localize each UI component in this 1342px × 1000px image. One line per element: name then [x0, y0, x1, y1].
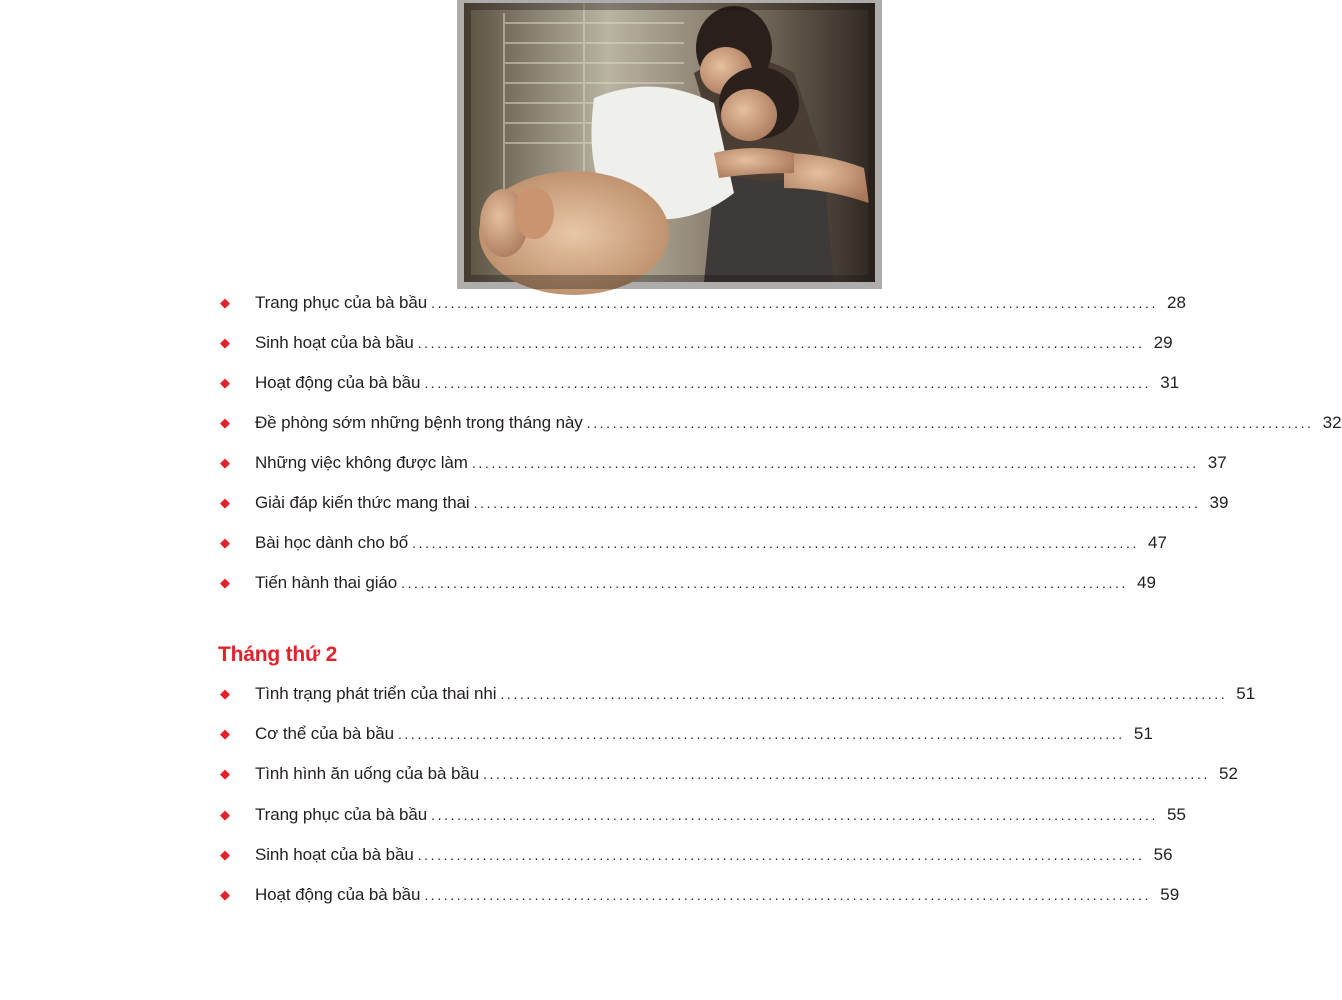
dot-leader: ................................................................................................................ [424, 375, 1152, 391]
toc-entry[interactable] [218, 802, 1186, 828]
toc-entry[interactable] [218, 330, 1173, 356]
dot-leader: ................................................................................................................ [500, 686, 1228, 702]
diamond-bullet-icon: ◆ [220, 575, 230, 590]
toc-entry-title: Sinh hoạt của bà bầu [255, 844, 414, 864]
diamond-bullet-icon: ◆ [220, 535, 230, 550]
diamond-bullet-icon: ◆ [220, 887, 230, 902]
toc-entry-page-number: 59 [1160, 885, 1180, 904]
dot-leader: ................................................................................................................ [586, 415, 1314, 431]
dot-leader: ................................................................................................................ [397, 726, 1125, 743]
diamond-bullet-icon: ◆ [220, 495, 230, 510]
toc-entry-title: Tiến hành thai giáo [255, 573, 398, 592]
toc-entry-title: Trang phục của bà bầu [255, 804, 428, 824]
toc-entry-page-number: 29 [1153, 333, 1173, 352]
toc-entry-title: Hoạt động của bà bầu [255, 885, 421, 904]
toc-entry[interactable] [218, 370, 1180, 396]
toc-entry-title: Tình hình ăn uống của bà bầu [255, 764, 480, 784]
dot-leader: ................................................................................................................ [401, 575, 1128, 591]
dot-leader: ................................................................................................................ [424, 887, 1152, 903]
diamond-bullet-icon: ◆ [220, 846, 230, 862]
dot-leader: ................................................................................................................ [471, 455, 1199, 471]
toc-entry[interactable] [218, 410, 1342, 436]
dot-leader: ................................................................................................................ [483, 766, 1210, 783]
diamond-bullet-icon: ◆ [220, 766, 230, 782]
diamond-bullet-icon: ◆ [220, 806, 230, 822]
toc-entry[interactable] [218, 842, 1173, 868]
toc-entry-page-number: 37 [1207, 453, 1227, 472]
toc-entry-page-number: 31 [1160, 373, 1180, 392]
diamond-bullet-icon: ◆ [220, 375, 230, 390]
toc-entry-title: Tình trạng phát triển của thai nhi [255, 684, 497, 703]
toc-entry[interactable] [218, 450, 1227, 476]
toc-entry-page-number: 55 [1167, 804, 1186, 824]
toc-entry[interactable] [218, 530, 1167, 556]
toc-entry-page-number: 28 [1167, 293, 1186, 312]
diamond-bullet-icon: ◆ [220, 335, 230, 350]
diamond-bullet-icon: ◆ [220, 415, 230, 430]
couple-photo [464, 3, 875, 282]
dot-leader: ................................................................................................................ [417, 335, 1145, 351]
toc-entry-title: Cơ thể của bà bầu [255, 724, 394, 744]
toc-entry[interactable] [218, 761, 1238, 787]
toc-entry-title: Đề phòng sớm những bệnh trong tháng này [255, 413, 583, 432]
diamond-bullet-icon: ◆ [220, 455, 230, 470]
diamond-bullet-icon: ◆ [220, 295, 230, 310]
toc-entry-page-number: 56 [1153, 844, 1173, 864]
toc-entry-title: Sinh hoạt của bà bầu [255, 333, 414, 352]
diamond-bullet-icon: ◆ [220, 686, 230, 701]
toc-entry-title: Những việc không được làm [255, 453, 468, 472]
dot-leader: ................................................................................................................ [473, 495, 1201, 511]
toc-entry-title: Hoạt động của bà bầu [255, 373, 421, 392]
toc-entry[interactable] [218, 490, 1229, 516]
toc-entry-page-number: 51 [1133, 724, 1153, 744]
dot-leader: ................................................................................................................ [431, 295, 1158, 311]
diamond-bullet-icon: ◆ [220, 726, 230, 742]
dot-leader: ................................................................................................................ [417, 846, 1145, 863]
toc-entry[interactable] [218, 721, 1153, 747]
toc-entry[interactable] [218, 570, 1156, 596]
toc-entry-page-number: 51 [1236, 684, 1256, 703]
toc-entry-page-number: 49 [1137, 573, 1156, 592]
toc-entry[interactable] [218, 681, 1256, 707]
dot-leader: ................................................................................................................ [412, 535, 1139, 551]
dot-leader: ................................................................................................................ [431, 806, 1158, 823]
toc-entry-title: Bài học dành cho bố [255, 533, 409, 552]
toc-entry[interactable] [218, 882, 1180, 908]
toc-entry-page-number: 39 [1209, 493, 1229, 512]
toc-entry-page-number: 47 [1148, 533, 1167, 552]
toc-entry-title: Giải đáp kiến thức mang thai [255, 493, 470, 512]
toc-entry-page-number: 32 [1322, 413, 1342, 432]
toc-entry-page-number: 52 [1218, 764, 1238, 784]
section-heading-month-2: Tháng thứ 2 [218, 643, 338, 666]
toc-entry[interactable] [218, 290, 1186, 316]
toc-entry-title: Trang phục của bà bầu [255, 293, 428, 312]
